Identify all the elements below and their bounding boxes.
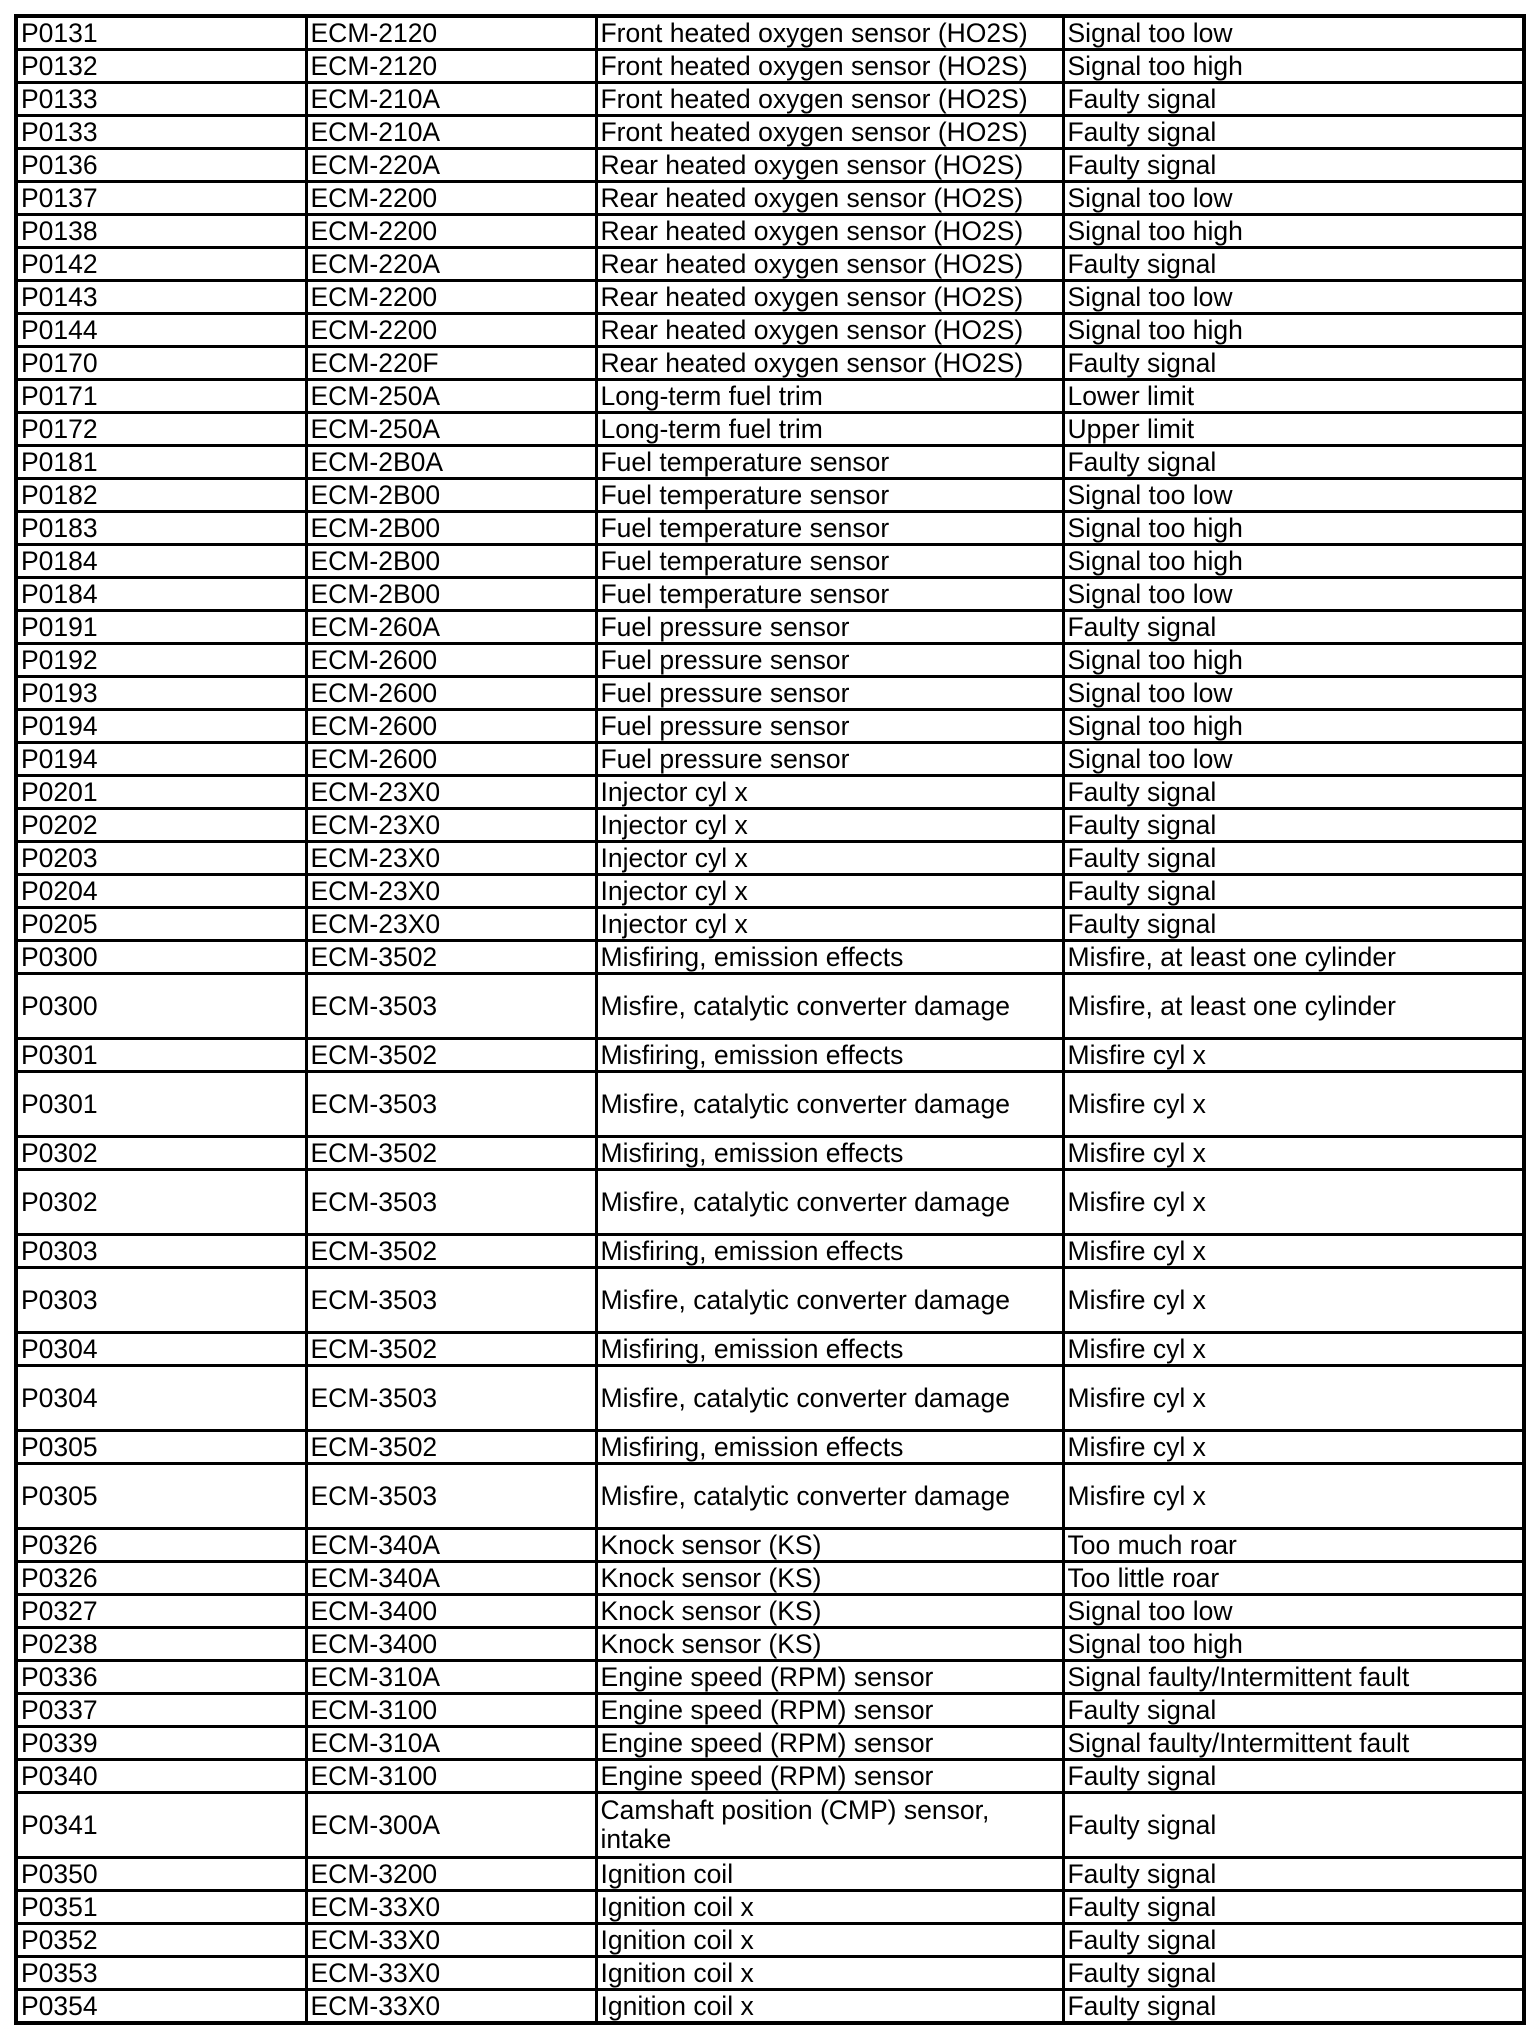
component-cell: Misfire, catalytic converter damage [596,1268,1063,1333]
component-cell: Front heated oxygen sensor (HO2S) [596,16,1063,50]
dtc-code-cell: P0302 [16,1137,306,1170]
component-cell: Misfiring, emission effects [596,1235,1063,1268]
ecm-code-cell: ECM-3503 [306,1464,596,1529]
table-row [16,83,1524,116]
fault-type-cell: Signal faulty/Intermittent fault [1063,1661,1524,1694]
dtc-code-cell: P0303 [16,1268,306,1333]
table-row [16,1529,1524,1562]
table-row [16,677,1524,710]
component-cell: Fuel pressure sensor [596,611,1063,644]
ecm-code-cell: ECM-2B00 [306,512,596,545]
component-cell: Rear heated oxygen sensor (HO2S) [596,248,1063,281]
table-row [16,413,1524,446]
dtc-code-cell: P0191 [16,611,306,644]
table-row [16,1628,1524,1661]
fault-type-cell: Misfire, at least one cylinder [1063,941,1524,974]
component-cell: Injector cyl x [596,809,1063,842]
ecm-code-cell: ECM-2B00 [306,578,596,611]
dtc-code-cell: P0172 [16,413,306,446]
component-cell: Ignition coil x [596,1990,1063,2024]
component-cell: Knock sensor (KS) [596,1529,1063,1562]
ecm-code-cell: ECM-2200 [306,314,596,347]
component-cell: Fuel pressure sensor [596,677,1063,710]
dtc-code-cell: P0193 [16,677,306,710]
fault-type-cell: Faulty signal [1063,1990,1524,2024]
table-row [16,215,1524,248]
ecm-code-cell: ECM-33X0 [306,1891,596,1924]
ecm-code-cell: ECM-340A [306,1529,596,1562]
dtc-code-cell: P0238 [16,1628,306,1661]
fault-type-cell: Faulty signal [1063,1694,1524,1727]
component-cell: Misfiring, emission effects [596,1137,1063,1170]
component-cell: Injector cyl x [596,875,1063,908]
ecm-code-cell: ECM-3503 [306,1072,596,1137]
fault-type-cell: Misfire, at least one cylinder [1063,974,1524,1039]
dtc-code-cell: P0305 [16,1464,306,1529]
dtc-code-cell: P0202 [16,809,306,842]
ecm-code-cell: ECM-220F [306,347,596,380]
fault-type-cell: Signal too high [1063,1628,1524,1661]
fault-type-cell: Upper limit [1063,413,1524,446]
dtc-code-cell: P0136 [16,149,306,182]
table-row [16,1924,1524,1957]
dtc-code-cell: P0303 [16,1235,306,1268]
table-row [16,149,1524,182]
dtc-code-cell: P0305 [16,1431,306,1464]
ecm-code-cell: ECM-3400 [306,1628,596,1661]
ecm-code-cell: ECM-220A [306,149,596,182]
component-cell: Rear heated oxygen sensor (HO2S) [596,149,1063,182]
table-row [16,1137,1524,1170]
fault-type-cell: Signal too low [1063,743,1524,776]
fault-type-cell: Signal too high [1063,512,1524,545]
dtc-code-cell: P0301 [16,1039,306,1072]
fault-type-cell: Misfire cyl x [1063,1268,1524,1333]
component-cell: Rear heated oxygen sensor (HO2S) [596,314,1063,347]
fault-type-cell: Misfire cyl x [1063,1137,1524,1170]
table-row [16,1431,1524,1464]
table-row [16,644,1524,677]
fault-type-cell: Lower limit [1063,380,1524,413]
component-cell: Ignition coil [596,1858,1063,1891]
component-cell: Injector cyl x [596,776,1063,809]
component-cell: Ignition coil x [596,1924,1063,1957]
ecm-code-cell: ECM-2600 [306,710,596,743]
ecm-code-cell: ECM-2120 [306,50,596,83]
table-row [16,974,1524,1039]
table-row [16,743,1524,776]
component-cell: Engine speed (RPM) sensor [596,1760,1063,1793]
table-row [16,611,1524,644]
dtc-code-cell: P0137 [16,182,306,215]
dtc-code-cell: P0352 [16,1924,306,1957]
dtc-code-cell: P0337 [16,1694,306,1727]
fault-type-cell: Misfire cyl x [1063,1464,1524,1529]
dtc-code-cell: P0182 [16,479,306,512]
table-row [16,1170,1524,1235]
ecm-code-cell: ECM-2200 [306,182,596,215]
table-row [16,578,1524,611]
dtc-code-cell: P0143 [16,281,306,314]
ecm-code-cell: ECM-23X0 [306,809,596,842]
table-row [16,1039,1524,1072]
ecm-code-cell: ECM-3502 [306,1333,596,1366]
dtc-code-cell: P0203 [16,842,306,875]
dtc-code-cell: P0300 [16,941,306,974]
component-cell: Fuel pressure sensor [596,710,1063,743]
table-row [16,512,1524,545]
dtc-code-cell: P0184 [16,578,306,611]
fault-type-cell: Faulty signal [1063,1891,1524,1924]
ecm-code-cell: ECM-260A [306,611,596,644]
table-row [16,479,1524,512]
ecm-code-cell: ECM-3502 [306,1039,596,1072]
table-row [16,776,1524,809]
dtc-code-cell: P0353 [16,1957,306,1990]
table-row [16,347,1524,380]
dtc-code-cell: P0302 [16,1170,306,1235]
dtc-code-cell: P0205 [16,908,306,941]
fault-type-cell: Faulty signal [1063,149,1524,182]
component-cell: Misfire, catalytic converter damage [596,1366,1063,1431]
dtc-code-cell: P0350 [16,1858,306,1891]
table-row [16,1595,1524,1628]
fault-type-cell: Signal too high [1063,314,1524,347]
component-cell: Knock sensor (KS) [596,1562,1063,1595]
ecm-code-cell: ECM-3503 [306,1366,596,1431]
fault-type-cell: Faulty signal [1063,611,1524,644]
component-cell: Engine speed (RPM) sensor [596,1661,1063,1694]
dtc-code-cell: P0133 [16,116,306,149]
dtc-code-cell: P0194 [16,743,306,776]
dtc-code-cell: P0132 [16,50,306,83]
ecm-code-cell: ECM-210A [306,116,596,149]
dtc-code-cell: P0304 [16,1366,306,1431]
table-row [16,446,1524,479]
component-cell: Rear heated oxygen sensor (HO2S) [596,347,1063,380]
component-cell: Misfiring, emission effects [596,1431,1063,1464]
table-row [16,842,1524,875]
fault-type-cell: Faulty signal [1063,83,1524,116]
dtc-code-cell: P0194 [16,710,306,743]
fault-type-cell: Faulty signal [1063,776,1524,809]
fault-type-cell: Faulty signal [1063,347,1524,380]
component-cell: Rear heated oxygen sensor (HO2S) [596,281,1063,314]
dtc-code-cell: P0144 [16,314,306,347]
component-cell: Injector cyl x [596,842,1063,875]
dtc-code-cell: P0301 [16,1072,306,1137]
component-cell: Long-term fuel trim [596,413,1063,446]
component-cell: Fuel temperature sensor [596,479,1063,512]
dtc-code-cell: P0327 [16,1595,306,1628]
fault-type-cell: Faulty signal [1063,248,1524,281]
dtc-code-cell: P0336 [16,1661,306,1694]
dtc-code-cell: P0192 [16,644,306,677]
fault-type-cell: Faulty signal [1063,1957,1524,1990]
fault-type-cell: Signal too low [1063,578,1524,611]
ecm-code-cell: ECM-340A [306,1562,596,1595]
ecm-code-cell: ECM-2600 [306,677,596,710]
table-row [16,1235,1524,1268]
ecm-code-cell: ECM-3503 [306,1268,596,1333]
fault-type-cell: Signal too high [1063,215,1524,248]
component-cell: Fuel pressure sensor [596,644,1063,677]
ecm-code-cell: ECM-23X0 [306,776,596,809]
ecm-code-cell: ECM-3100 [306,1694,596,1727]
dtc-code-cell: P0326 [16,1529,306,1562]
dtc-code-cell: P0171 [16,380,306,413]
component-cell: Knock sensor (KS) [596,1595,1063,1628]
fault-type-cell: Too much roar [1063,1529,1524,1562]
ecm-code-cell: ECM-250A [306,413,596,446]
table-row [16,1793,1524,1858]
ecm-code-cell: ECM-310A [306,1727,596,1760]
ecm-code-cell: ECM-300A [306,1793,596,1858]
component-cell: Fuel temperature sensor [596,512,1063,545]
component-cell: Ignition coil x [596,1891,1063,1924]
ecm-code-cell: ECM-3503 [306,974,596,1039]
ecm-code-cell: ECM-3502 [306,1137,596,1170]
table-row [16,1760,1524,1793]
ecm-code-cell: ECM-2120 [306,16,596,50]
dtc-code-cell: P0133 [16,83,306,116]
component-cell: Fuel temperature sensor [596,578,1063,611]
dtc-code-cell: P0326 [16,1562,306,1595]
component-cell: Fuel pressure sensor [596,743,1063,776]
dtc-code-cell: P0351 [16,1891,306,1924]
fault-type-cell: Signal too low [1063,16,1524,50]
table-row [16,1268,1524,1333]
fault-type-cell: Misfire cyl x [1063,1072,1524,1137]
component-cell: Misfire, catalytic converter damage [596,1170,1063,1235]
table-row [16,1072,1524,1137]
table-row [16,248,1524,281]
table-row [16,1990,1524,2024]
component-cell: Rear heated oxygen sensor (HO2S) [596,215,1063,248]
dtc-code-cell: P0341 [16,1793,306,1858]
dtc-code-cell: P0181 [16,446,306,479]
fault-type-cell: Faulty signal [1063,446,1524,479]
fault-type-cell: Too little roar [1063,1562,1524,1595]
component-cell: Ignition coil x [596,1957,1063,1990]
component-cell: Engine speed (RPM) sensor [596,1727,1063,1760]
ecm-code-cell: ECM-3200 [306,1858,596,1891]
fault-type-cell: Signal too low [1063,182,1524,215]
ecm-code-cell: ECM-2200 [306,281,596,314]
component-cell: Fuel temperature sensor [596,446,1063,479]
table-row [16,1661,1524,1694]
fault-type-cell: Faulty signal [1063,1793,1524,1858]
dtc-table-body [16,16,1524,2023]
component-cell: Misfire, catalytic converter damage [596,1464,1063,1529]
fault-type-cell: Misfire cyl x [1063,1366,1524,1431]
ecm-code-cell: ECM-3100 [306,1760,596,1793]
ecm-code-cell: ECM-2600 [306,743,596,776]
ecm-code-cell: ECM-250A [306,380,596,413]
fault-type-cell: Faulty signal [1063,875,1524,908]
component-cell: Camshaft position (CMP) sensor, intake [596,1793,1063,1858]
dtc-code-cell: P0339 [16,1727,306,1760]
table-row [16,1694,1524,1727]
ecm-code-cell: ECM-23X0 [306,842,596,875]
fault-type-cell: Faulty signal [1063,842,1524,875]
table-row [16,545,1524,578]
ecm-code-cell: ECM-3502 [306,1235,596,1268]
ecm-code-cell: ECM-2B0A [306,446,596,479]
table-row [16,875,1524,908]
dtc-code-cell: P0131 [16,16,306,50]
fault-type-cell: Misfire cyl x [1063,1235,1524,1268]
ecm-code-cell: ECM-3503 [306,1170,596,1235]
ecm-code-cell: ECM-3502 [306,941,596,974]
dtc-code-cell: P0170 [16,347,306,380]
table-row [16,16,1524,50]
table-row [16,1562,1524,1595]
dtc-code-cell: P0184 [16,545,306,578]
dtc-code-cell: P0142 [16,248,306,281]
ecm-code-cell: ECM-220A [306,248,596,281]
dtc-code-cell: P0300 [16,974,306,1039]
fault-type-cell: Signal faulty/Intermittent fault [1063,1727,1524,1760]
table-row [16,1891,1524,1924]
fault-type-cell: Faulty signal [1063,908,1524,941]
fault-type-cell: Signal too low [1063,281,1524,314]
table-row [16,809,1524,842]
fault-type-cell: Signal too high [1063,644,1524,677]
fault-type-cell: Signal too high [1063,710,1524,743]
fault-type-cell: Misfire cyl x [1063,1039,1524,1072]
fault-type-cell: Faulty signal [1063,1760,1524,1793]
component-cell: Misfire, catalytic converter damage [596,1072,1063,1137]
fault-type-cell: Faulty signal [1063,809,1524,842]
fault-type-cell: Misfire cyl x [1063,1333,1524,1366]
fault-type-cell: Faulty signal [1063,1924,1524,1957]
ecm-code-cell: ECM-310A [306,1661,596,1694]
table-row [16,1858,1524,1891]
ecm-code-cell: ECM-33X0 [306,1924,596,1957]
table-row [16,1727,1524,1760]
table-row [16,182,1524,215]
ecm-code-cell: ECM-33X0 [306,1957,596,1990]
fault-type-cell: Misfire cyl x [1063,1431,1524,1464]
dtc-code-cell: P0183 [16,512,306,545]
ecm-code-cell: ECM-2B00 [306,479,596,512]
ecm-code-cell: ECM-3400 [306,1595,596,1628]
component-cell: Injector cyl x [596,908,1063,941]
component-cell: Front heated oxygen sensor (HO2S) [596,83,1063,116]
component-cell: Misfiring, emission effects [596,1333,1063,1366]
component-cell: Long-term fuel trim [596,380,1063,413]
component-cell: Misfire, catalytic converter damage [596,974,1063,1039]
component-cell: Misfiring, emission effects [596,941,1063,974]
component-cell: Front heated oxygen sensor (HO2S) [596,50,1063,83]
dtc-table [14,14,1526,2025]
fault-type-cell: Faulty signal [1063,1858,1524,1891]
table-row [16,1333,1524,1366]
component-cell: Rear heated oxygen sensor (HO2S) [596,182,1063,215]
table-row [16,908,1524,941]
fault-type-cell: Signal too low [1063,1595,1524,1628]
table-row [16,941,1524,974]
ecm-code-cell: ECM-2600 [306,644,596,677]
fault-type-cell: Signal too low [1063,479,1524,512]
component-cell: Front heated oxygen sensor (HO2S) [596,116,1063,149]
component-cell: Knock sensor (KS) [596,1628,1063,1661]
ecm-code-cell: ECM-23X0 [306,875,596,908]
fault-type-cell: Misfire cyl x [1063,1170,1524,1235]
ecm-code-cell: ECM-23X0 [306,908,596,941]
table-row [16,314,1524,347]
ecm-code-cell: ECM-3502 [306,1431,596,1464]
ecm-code-cell: ECM-33X0 [306,1990,596,2024]
fault-type-cell: Signal too high [1063,545,1524,578]
table-row [16,281,1524,314]
component-cell: Fuel temperature sensor [596,545,1063,578]
ecm-code-cell: ECM-210A [306,83,596,116]
table-row [16,50,1524,83]
dtc-code-cell: P0138 [16,215,306,248]
ecm-code-cell: ECM-2B00 [306,545,596,578]
dtc-code-cell: P0340 [16,1760,306,1793]
dtc-code-cell: P0354 [16,1990,306,2024]
table-row [16,1957,1524,1990]
table-row [16,380,1524,413]
ecm-code-cell: ECM-2200 [306,215,596,248]
fault-type-cell: Signal too high [1063,50,1524,83]
table-row [16,116,1524,149]
component-cell: Misfiring, emission effects [596,1039,1063,1072]
dtc-code-cell: P0201 [16,776,306,809]
dtc-code-cell: P0304 [16,1333,306,1366]
table-row [16,710,1524,743]
table-row [16,1366,1524,1431]
component-cell: Engine speed (RPM) sensor [596,1694,1063,1727]
fault-type-cell: Signal too low [1063,677,1524,710]
fault-type-cell: Faulty signal [1063,116,1524,149]
dtc-code-cell: P0204 [16,875,306,908]
table-row [16,1464,1524,1529]
